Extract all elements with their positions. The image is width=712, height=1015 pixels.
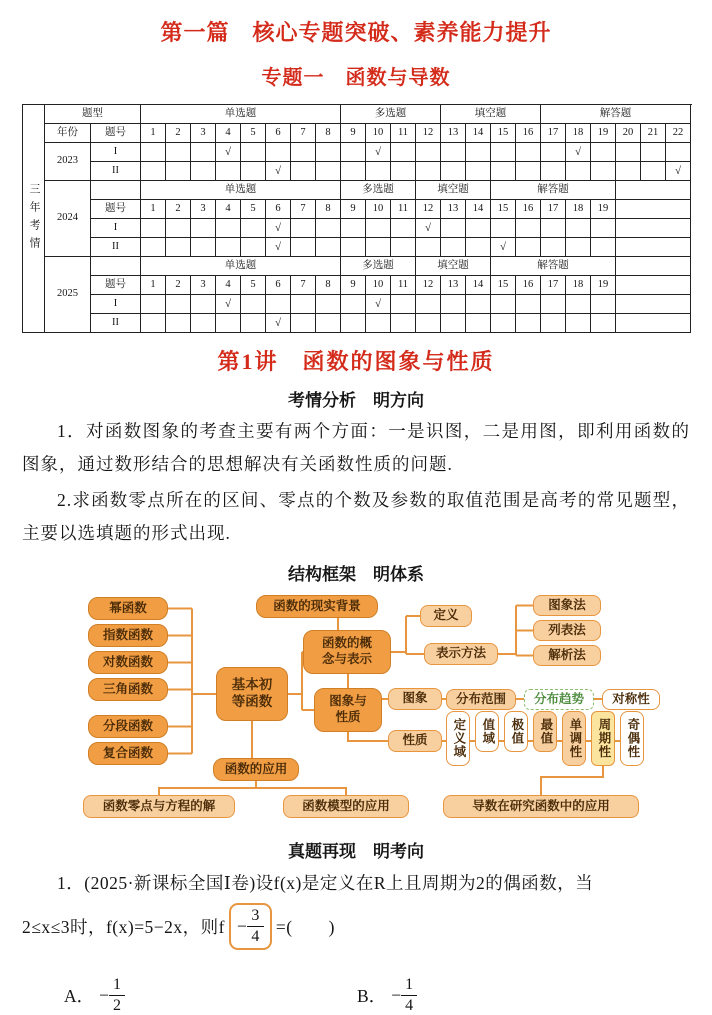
table-question-number: 18 [566,276,591,295]
table-cell [516,238,541,257]
table-cell [141,295,166,314]
highlight-annotation-box [229,903,272,950]
diagram-box-property-item: 最值 [533,711,557,752]
diagram-box-representation: 表示方法 [424,643,498,665]
table-question-number: 13 [441,200,466,219]
table-question-number: 7 [291,124,316,143]
table-question-number: 6 [266,200,291,219]
analysis-paragraph: 2.求函数零点所在的区间、零点的个数及参数的取值范围是高考的常见题型，主要以选填题的形式出现. [22,489,690,543]
table-cell [291,314,316,333]
diagram-box-application-item: 函数模型的应用 [283,795,409,818]
table-cell [666,143,691,162]
table-cell [466,238,491,257]
table-cell [191,219,216,238]
table-question-number: 9 [341,276,366,295]
table-cell [566,314,591,333]
table-cell [191,162,216,181]
table-cell [391,219,416,238]
table-cell [341,143,366,162]
table-question-number: 5 [241,276,266,295]
question-1-line-2 [22,903,690,950]
table-cell [516,162,541,181]
table-cell [616,162,641,181]
table-cell-empty [616,181,691,200]
table-question-number: 21 [641,124,666,143]
table-cell [241,314,266,333]
diagram-box-function-type: 幂函数 [88,597,168,620]
table-cell [416,143,441,162]
table-question-number: 9 [341,200,366,219]
table-cell [316,314,341,333]
fraction-numerator: 3 [247,907,264,927]
table-corner-label: 题型 [45,105,141,124]
table-band-label: 填空题 [416,181,491,200]
table-question-number: 4 [216,276,241,295]
table-cell [291,162,316,181]
table-cell [291,143,316,162]
three-year-exam-table [22,104,692,333]
table-question-number: 12 [416,200,441,219]
table-question-number: 18 [566,200,591,219]
table-year-header: 年份 [45,124,91,143]
table-question-number: 22 [666,124,691,143]
table-cell [291,295,316,314]
table-cell [316,143,341,162]
table-cell [641,162,666,181]
table-cell [541,143,566,162]
table-cell [241,238,266,257]
table-paper-label: I [91,295,141,314]
table-question-number: 19 [591,200,616,219]
table-question-number: 8 [316,124,341,143]
table-cell [466,143,491,162]
table-cell [341,162,366,181]
table-qnum-label: 题号 [91,124,141,143]
table-question-number: 6 [266,124,291,143]
table-cell [216,238,241,257]
table-cell [641,143,666,162]
diagram-box-function-type: 三角函数 [88,678,168,701]
table-cell [441,314,466,333]
table-question-number: 3 [191,124,216,143]
fraction [237,907,264,946]
fraction-stack [109,976,125,1015]
table-cell [216,219,241,238]
fraction-sign: − [99,984,110,1005]
table-cell [591,162,616,181]
table-question-number: 11 [391,276,416,295]
table-question-number: 16 [516,276,541,295]
table-cell [366,219,391,238]
question-1-options [22,976,690,1015]
table-paper-label: I [91,219,141,238]
table-cell [166,314,191,333]
diagram-box-graph-item: 对称性 [602,689,660,710]
table-cell [291,238,316,257]
table-question-number: 17 [541,276,566,295]
table-cell [466,162,491,181]
table-question-number: 10 [366,124,391,143]
question-1-text: 2≤x≤3时，f(x)=5−2x，则f [22,916,226,937]
table-question-number: 15 [491,276,516,295]
table-cell [516,295,541,314]
lecture-title: 第1讲 函数的图象与性质 [217,349,495,374]
application-list [83,795,639,818]
table-paper-label: II [91,162,141,181]
diagram-box-application-item: 导数在研究函数中的应用 [443,795,639,818]
table-band-label: 多选题 [341,105,441,124]
table-cell [141,143,166,162]
table-question-number: 11 [391,124,416,143]
table-cell [591,295,616,314]
function-concept-diagram [26,589,686,827]
framework-heading: 结构框架 明体系 [288,565,424,584]
table-cell [416,238,441,257]
table-cell [591,314,616,333]
table-question-number: 12 [416,124,441,143]
check-mark-cell: √ [666,162,691,181]
table-question-number: 20 [616,124,641,143]
diagram-box-definition: 定义 [420,605,472,627]
table-year-label: 2025 [45,257,91,333]
table-band-label: 解答题 [541,105,691,124]
fraction-sign: − [237,915,248,936]
table-question-number: 2 [166,124,191,143]
check-mark-cell: √ [266,314,291,333]
table-question-number: 14 [466,276,491,295]
diagram-box-application-item: 函数零点与方程的解 [83,795,235,818]
diagram-box-graph-item: 分布趋势 [524,689,594,710]
table-cell [491,143,516,162]
table-side-label: 三年考情 [23,105,45,333]
table-cell-empty [616,200,691,219]
table-cell [341,314,366,333]
part-title: 第一篇 核心专题突破、素养能力提升 [160,20,552,45]
table-cell [591,219,616,238]
table-cell [566,162,591,181]
table-question-number: 13 [441,276,466,295]
table-cell-empty [616,276,691,295]
question-1-line-1: 1．(2025·新课标全国Ⅰ卷)设f(x)是定义在R上且周期为2的偶函数，当 [57,873,594,893]
table-paper-label: II [91,238,141,257]
table-band-label: 多选题 [341,257,416,276]
table-cell [316,162,341,181]
table-cell [491,295,516,314]
table-cell [466,314,491,333]
table-question-number: 11 [391,200,416,219]
diagram-box-property-item: 定义域 [446,711,470,766]
table-paper-label: I [91,143,141,162]
table-cell [416,314,441,333]
table-question-number: 8 [316,276,341,295]
diagram-box-background: 函数的现实背景 [256,595,378,618]
fraction [391,976,417,1015]
table-cell [541,162,566,181]
table-cell [166,143,191,162]
table-cell [341,295,366,314]
table-question-number: 7 [291,200,316,219]
table-cell [441,295,466,314]
table-question-number: 10 [366,200,391,219]
diagram-box-property-item: 奇偶性 [620,711,644,766]
analysis-paragraphs [22,415,690,550]
table-question-number: 19 [591,276,616,295]
diagram-box-function-type: 复合函数 [88,742,168,765]
table-cell [516,143,541,162]
fraction-sign: − [391,984,402,1005]
table-question-number: 8 [316,200,341,219]
table-cell [441,219,466,238]
table-question-number: 14 [466,124,491,143]
table-qnum-label: 题号 [91,200,141,219]
table-cell [491,219,516,238]
property-list [446,711,644,766]
fraction-denominator: 4 [405,996,414,1014]
table-cell [141,162,166,181]
table-cell [166,238,191,257]
table-cell-empty [616,295,691,314]
check-mark-cell: √ [566,143,591,162]
table-question-number: 19 [591,124,616,143]
check-mark-cell: √ [266,238,291,257]
table-paper-label: II [91,314,141,333]
table-band-label: 填空题 [441,105,541,124]
table-cell [391,143,416,162]
table-question-number: 5 [241,200,266,219]
table-cell [566,219,591,238]
table-cell-empty [616,219,691,238]
table-band-label: 单选题 [141,105,341,124]
analysis-heading: 考情分析 明方向 [288,391,424,410]
table-cell [216,162,241,181]
table-band-label: 单选题 [141,257,341,276]
diagram-box-graph: 图象 [388,688,442,710]
table-cell [366,314,391,333]
table-cell [466,295,491,314]
table-cell [416,295,441,314]
table-cell [416,162,441,181]
table-cell [391,162,416,181]
table-question-number: 16 [516,200,541,219]
check-mark-cell: √ [416,219,441,238]
fraction-numerator: 1 [401,976,417,996]
table-cell [316,219,341,238]
check-mark-cell: √ [366,295,391,314]
table-question-number: 5 [241,124,266,143]
check-mark-cell: √ [491,238,516,257]
fraction-stack [247,907,264,946]
diagram-box-hub: 基本初等函数 [216,667,288,721]
diagram-box-property-item: 单调性 [562,711,586,766]
table-band-label: 多选题 [341,181,416,200]
option-label: B． [357,985,387,1006]
table-cell [541,219,566,238]
table-year-label: 2024 [45,181,91,257]
diagram-box-graph-and-properties: 图象与性质 [314,688,382,732]
diagram-box-application: 函数的应用 [213,758,299,781]
fraction [99,976,125,1015]
table-cell [266,143,291,162]
diagram-box-function-type: 指数函数 [88,624,168,647]
table-cell [491,314,516,333]
table-question-number: 9 [341,124,366,143]
table-cell-empty [616,314,691,333]
diagram-box-function-type: 分段函数 [88,715,168,738]
topic-title: 专题一 函数与导数 [261,67,451,89]
table-cell-empty [91,257,141,276]
diagram-box-method: 图象法 [533,595,601,616]
table-band-label: 单选题 [141,181,341,200]
table-cell-empty [91,181,141,200]
diagram-box-property-item: 极值 [504,711,528,752]
table-cell [241,295,266,314]
answer-option [357,976,417,1015]
table-cell [366,162,391,181]
table-cell [191,314,216,333]
table-cell [166,162,191,181]
option-label: A． [64,985,95,1006]
table-cell [191,295,216,314]
table-cell [341,219,366,238]
table-cell-empty [616,257,691,276]
diagram-box-properties: 性质 [388,730,442,752]
diagram-box-property-item: 周期性 [591,711,615,766]
diagram-box-concept: 函数的概念与表示 [303,630,391,674]
table-cell [591,238,616,257]
analysis-paragraph: 1．对函数图象的考查主要有两个方面：一是识图，二是用图，即利用函数的图象，通过数形结合的思想解决有关函数性质的问题. [22,421,690,475]
diagram-box-method: 列表法 [533,620,601,641]
table-cell [241,219,266,238]
table-band-label: 解答题 [491,181,616,200]
table-question-number: 10 [366,276,391,295]
table-cell [141,219,166,238]
table-cell [616,143,641,162]
table-cell [566,295,591,314]
table-cell [191,143,216,162]
diagram-box-method: 解析法 [533,645,601,666]
table-cell [366,238,391,257]
table-question-number: 7 [291,276,316,295]
table-question-number: 3 [191,276,216,295]
check-mark-cell: √ [266,219,291,238]
table-cell [516,219,541,238]
table-cell [566,238,591,257]
table-question-number: 1 [141,200,166,219]
table-cell [316,295,341,314]
table-cell [141,238,166,257]
question-1-text: =( ) [275,916,335,937]
table-question-number: 1 [141,124,166,143]
table-question-number: 17 [541,124,566,143]
table-cell [516,314,541,333]
table-question-number: 2 [166,200,191,219]
table-cell [591,143,616,162]
table-cell [391,238,416,257]
table-cell [141,314,166,333]
table-cell [441,238,466,257]
graph-feature-list [446,689,660,710]
table-cell [216,314,241,333]
table-cell [191,238,216,257]
table-band-label: 填空题 [416,257,491,276]
table-question-number: 6 [266,276,291,295]
questions-heading: 真题再现 明考向 [288,842,424,861]
fraction-denominator: 4 [251,927,260,945]
table-question-number: 4 [216,200,241,219]
fraction-denominator: 2 [113,996,122,1014]
table-cell [541,295,566,314]
check-mark-cell: √ [366,143,391,162]
table-question-number: 14 [466,200,491,219]
basic-function-list [88,597,168,765]
table-cell [441,162,466,181]
table-question-number: 1 [141,276,166,295]
table-cell [241,143,266,162]
table-cell [491,162,516,181]
table-question-number: 15 [491,124,516,143]
table-cell [541,314,566,333]
table-question-number: 13 [441,124,466,143]
table-cell [241,162,266,181]
table-question-number: 15 [491,200,516,219]
table-question-number: 4 [216,124,241,143]
check-mark-cell: √ [216,295,241,314]
representation-method-list [533,595,601,666]
table-cell-empty [616,238,691,257]
table-question-number: 3 [191,200,216,219]
table-cell [391,295,416,314]
table-cell [166,219,191,238]
diagram-box-graph-item: 分布范围 [446,689,516,710]
fraction-numerator: 1 [109,976,125,996]
check-mark-cell: √ [216,143,241,162]
table-cell [466,219,491,238]
table-question-number: 12 [416,276,441,295]
table-cell [316,238,341,257]
fraction-stack [401,976,417,1015]
table-cell [341,238,366,257]
table-cell [541,238,566,257]
table-cell [441,143,466,162]
diagram-box-property-item: 值域 [475,711,499,752]
table-cell [391,314,416,333]
table-question-number: 18 [566,124,591,143]
table-question-number: 16 [516,124,541,143]
table-cell [166,295,191,314]
answer-option [64,976,125,1015]
table-question-number: 17 [541,200,566,219]
table-qnum-label: 题号 [91,276,141,295]
check-mark-cell: √ [266,162,291,181]
table-band-label: 解答题 [491,257,616,276]
table-cell [266,295,291,314]
table-question-number: 2 [166,276,191,295]
table-cell [291,219,316,238]
table-year-label: 2023 [45,143,91,181]
diagram-box-function-type: 对数函数 [88,651,168,674]
